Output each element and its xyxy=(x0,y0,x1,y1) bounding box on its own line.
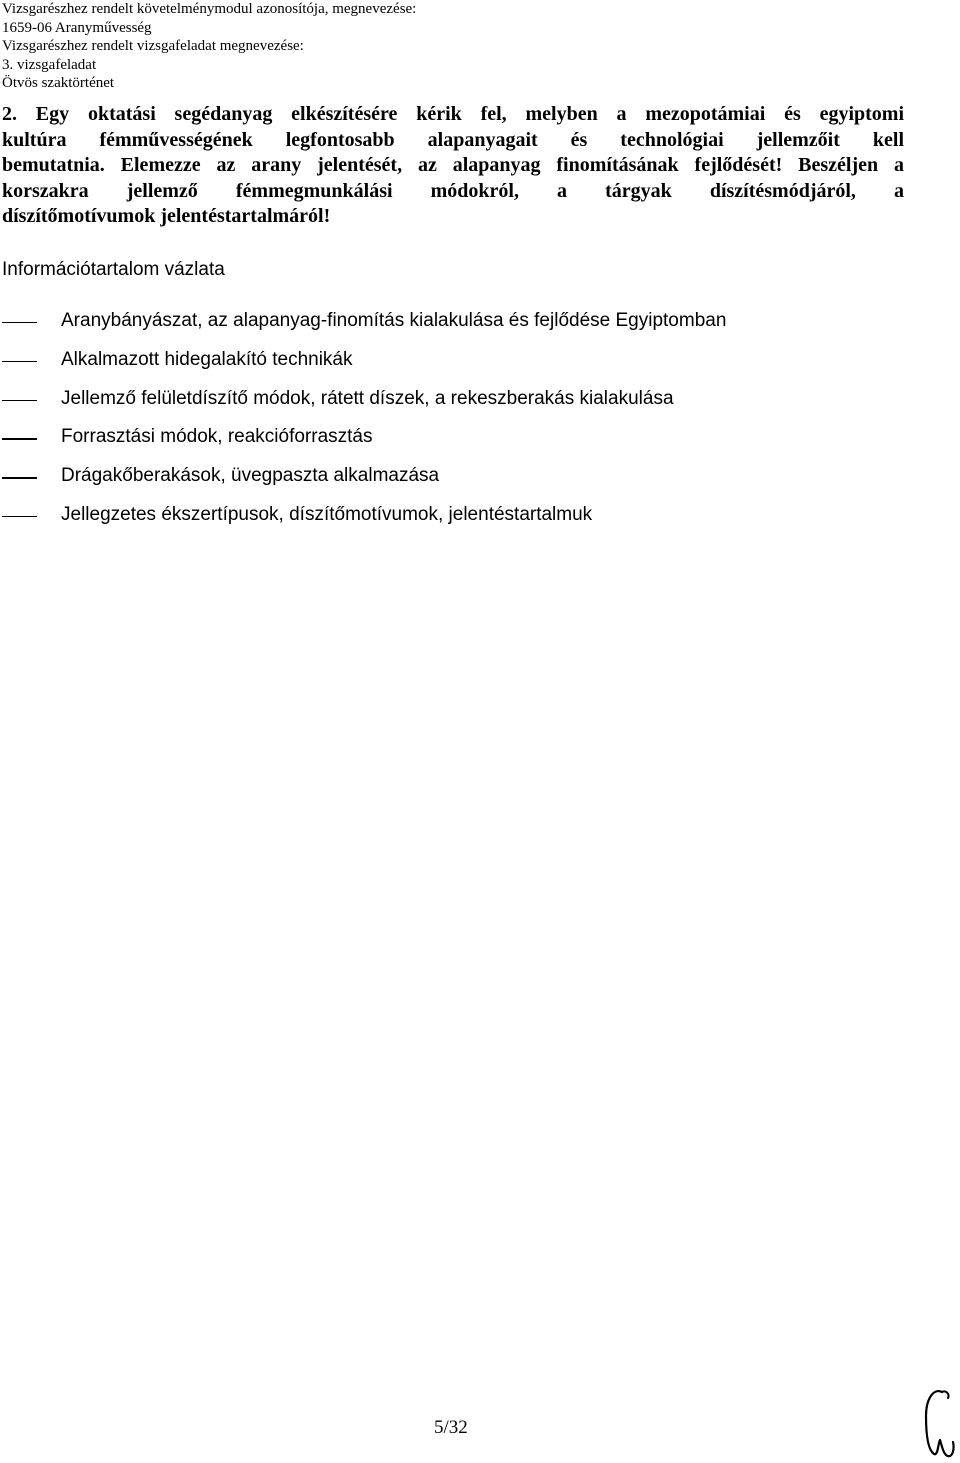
outline-title: Információtartalom vázlata xyxy=(2,259,225,280)
list-item-text: Jellegzetes ékszertípusok, díszítőmotívumok, jelentéstartalmuk xyxy=(61,503,593,525)
task-line: kultúra fémművességének legfontosabb alapanyagait és technológiai jellemzőit kell xyxy=(2,128,904,151)
header-task-name: Ötvös szaktörténet xyxy=(2,75,115,91)
list-item-text: Forrasztási módok, reakcióforrasztás xyxy=(61,426,373,448)
handwritten-signature xyxy=(920,1384,958,1462)
list-item-text: Drágakőberakások, üvegpaszta alkalmazása xyxy=(61,465,440,487)
header-task-number: 3. vizsgafeladat xyxy=(2,56,97,73)
task-line: díszítőmotívumok jelentéstartalmáról! xyxy=(2,205,331,227)
task-line: 2. Egy oktatási segédanyag elkészítésére kérik fel, melyben a mezopotámiai és egyiptomi xyxy=(2,103,904,125)
header-module-label: Vizsgarészhez rendelt követelménymodul azonosítója, megnevezése: xyxy=(2,1,417,17)
header-module-name: 1659-06 Aranyművesség xyxy=(2,19,152,36)
list-item-text: Jellemző felületdíszítő módok, rátett díszek, a rekeszberakás kialakulása xyxy=(61,387,674,409)
list-item-text: Aranybányászat, az alapanyag-finomítás kialakulása és fejlődése Egyiptomban xyxy=(61,310,727,331)
task-line: bemutatnia. Elemezze az arany jelentését, az alapanyag finomításának fejlődését! Beszéljen a xyxy=(2,154,904,176)
header-task-label: Vizsgarészhez rendelt vizsgafeladat megnevezése: xyxy=(2,38,304,54)
page-number: 5/32 xyxy=(434,1417,468,1438)
list-item-text: Alkalmazott hidegalakító technikák xyxy=(61,348,353,370)
task-line: korszakra jellemző fémmegmunkálási módokról, a tárgyak díszítésmódjáról, a xyxy=(2,179,904,202)
task-description xyxy=(2,102,904,230)
document-header xyxy=(2,0,416,93)
